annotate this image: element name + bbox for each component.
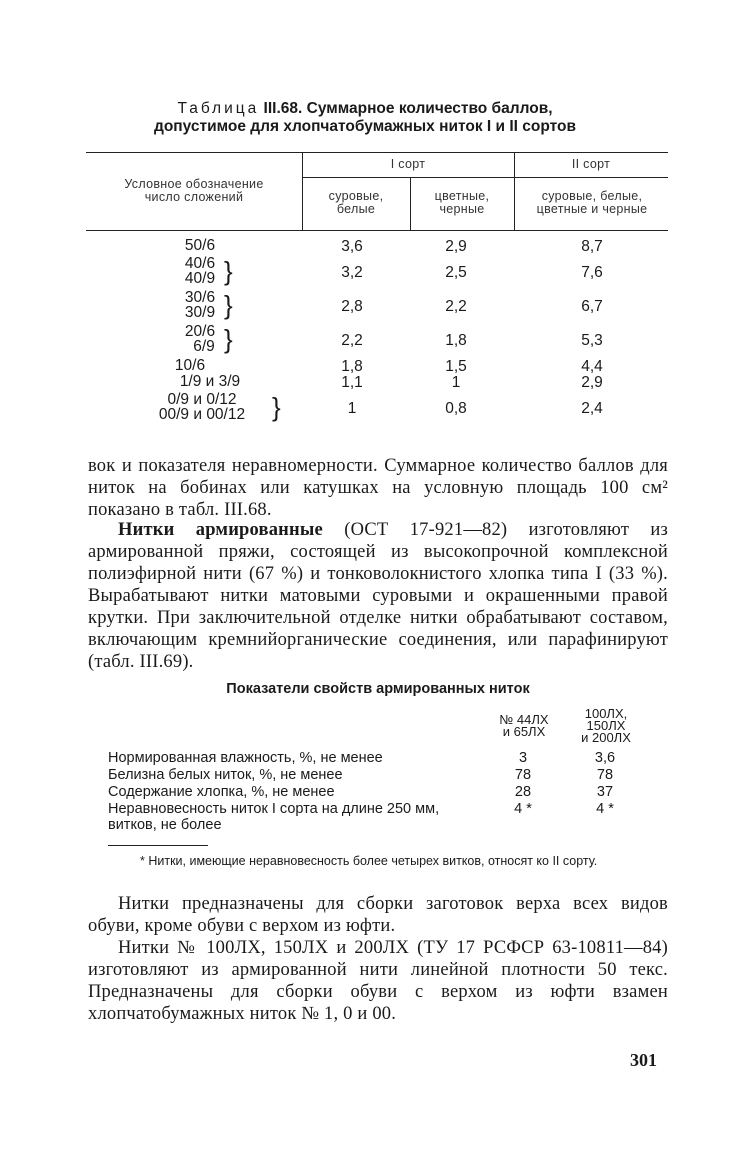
table-2-col-a: № 44ЛХ и 65ЛХ [499,712,549,739]
header-col-1: суровые, белые [328,189,384,216]
paragraph-3: Нитки предназначены для сборки заготовок верха всех видов обуви, кроме обуви с верхом из юфти. [88,894,668,936]
header-col-2: цветные, черные [434,189,490,216]
paragraph-2 [88,519,668,673]
caption-title-2: допустимое для хлопчатобумажных ниток I и II сортов [154,118,576,135]
header-col-3: суровые, белые, цветные и черные [536,189,648,216]
book-page: Таблица III.68. Суммарное количество баллов, допустимое для хлопчатобумажных ниток I и II сортов Условное обозначение число сложений I сорт II сорт суровые, белые цветные, черные суровые, белые, цветные и черные 50/6 3,6 2,9 8,7 40/6 40/9 } 3,2 2,5 7,6 30/6 30/9 } 2,8 2,2 6,7 20/6 6/9 } 2,2 1,8 5,3 10/6 1,8 1,5 4,4 1/9 и 3/9 1,1 1 2,9 0/9 и 0/12 00/9 и 00/12 } 1 0,8 2,4 вок и показателя неравномерности. Суммарное количество баллов для ниток на бобинах или катушках на условную площадь 100 см² показано в табл. III.68. Нитки армированные (ОСТ 17-921—82) изготовляют из армированной пряжи, состоящей из высокопрочной комплексной полиэфирной нити (67 %) и тонковолокнистого хлопка типа I (33 %). Вырабатывают нитки матовыми суровыми и окрашенными правой крутки. При заключительной отделке нитки обрабатывают составом, включающим кремнийорганические соединения, или парафинируют (табл. III.69). Показатели свойств армированных ниток № 44ЛХ и 65ЛХ 100ЛХ, 150ЛХ и 200ЛХ Нормированная влажность, %, не менее 3 3,6 Белизна белых ниток, %, не менее 78 78 Содержание хлопка, %, не менее 28 37 Неравновесность ниток I сорта на длине 250 мм, витков, не более 4 * 4 * * Нитки, имеющие неравновесность более четырех витков, относят ко II сорту. Нитки предназначены для сборки заготовок верха всех видов обуви, кроме обуви с верхом из юфти. Нитки № 100ЛХ, 150ЛХ и 200ЛХ (ТУ 17 РСФСР 63-10811—84) изготовляют из армированной нити линейной плотности 50 текс. Предназначены для сборки обуви с верхом из юфти взамен хлопчатобумажных ниток № 1, 0 и 00. 301 [0,0,741,1168]
paragraph-4: Нитки № 100ЛХ, 150ЛХ и 200ЛХ (ТУ 17 РСФСР 63-10811—84) изготовляют из армированной нити линейной плотности 50 текс. Предназначены для сборки обуви с верхом из юфти взамен хлопчатобумажных ниток № 1, 0 и 00. [88,938,668,1024]
paragraph-2-text: (ОСТ 17-921—82) изготовляют из армированной пряжи, состоящей из высокопрочной комплексной полиэфирной нити (67 %) и тонковолокнистого хлопка типа I (33 %). Вырабатывают нитки матовыми суровыми и окрашенными правой крутки. При заключительной отделке нитки обрабатывают составом, включающим кремнийорганические соединения, или парафинируют (табл. III.69). [88,520,668,672]
caption-title-1: Суммарное количество баллов, [306,100,553,117]
table-row: 50/6 3,6 2,9 8,7 [184,237,603,255]
header-group-2: II сорт [571,157,611,171]
table-header-rule [86,230,668,231]
table-row: 1/9 и 3/9 1,1 1 2,9 [179,373,603,391]
table-vrule-2 [410,177,411,230]
table-row: 10/6 1,8 1,5 4,4 [174,357,603,375]
brace: } [224,324,233,354]
paragraph-1: вок и показателя неравномерности. Суммарное количество баллов для ниток на бобинах или катушках на условную площадь 100 см² показано в табл. III.68. [88,456,668,520]
table-row: 30/6 30/9 } 2,8 2,2 6,7 [184,289,603,321]
table-2-title: Показатели свойств армированных ниток [226,681,530,697]
brace: } [224,290,233,320]
table-row: 40/6 40/9 } 3,2 2,5 7,6 [184,255,603,287]
brace: } [224,256,233,286]
brace: } [272,392,281,422]
table-group-rule [302,177,668,178]
table-top-rule [86,152,668,153]
header-label: Условное обозначение число сложений [124,177,264,204]
caption-number: III.68. [263,100,303,117]
footnote: * Нитки, имеющие неравновесность более четырех витков, относят ко II сорту. [140,854,598,868]
header-group-1: I сорт [390,157,426,171]
footnote-rule [108,845,208,846]
table-2-col-b: 100ЛХ, 150ЛХ и 200ЛХ [581,706,631,745]
caption-prefix: Таблица [177,100,260,117]
table-row: 20/6 6/9 } 2,2 1,8 5,3 [184,323,603,355]
table-row: 0/9 и 0/12 00/9 и 00/12 } 1 0,8 2,4 [158,391,603,423]
paragraph-2-lead: Нитки армированные [118,520,323,540]
page-number: 301 [630,1050,657,1070]
table-caption [60,100,670,136]
